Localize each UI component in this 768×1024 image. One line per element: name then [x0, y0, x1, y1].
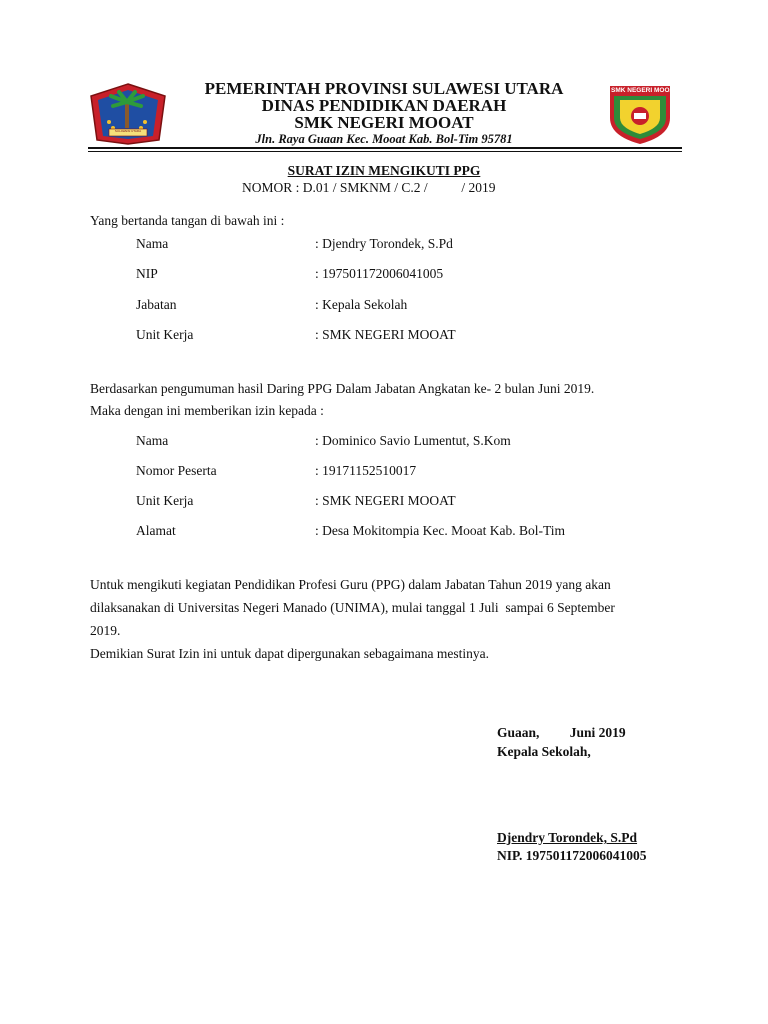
header-government: PEMERINTAH PROVINSI SULAWESI UTARA — [204, 79, 564, 98]
signer-label-name: Nama — [136, 236, 169, 251]
recipient-value-name: : Dominico Savio Lumentut, S.Kom — [315, 433, 511, 448]
recipient-label-address: Alamat — [136, 523, 176, 538]
intro-text: Yang bertanda tangan di bawah ini : — [90, 213, 285, 228]
recipient-value-unit: : SMK NEGERI MOOAT — [315, 493, 456, 508]
paragraph-purpose-line1: Untuk mengikuti kegiatan Pendidikan Profesi Guru (PPG) dalam Jabatan Tahun 2019 yang akan — [90, 577, 611, 592]
signer-value-position: : Kepala Sekolah — [315, 297, 408, 312]
signature-name: Djendry Torondek, S.Pd — [497, 830, 638, 845]
paragraph-purpose-line2: dilaksanakan di Universitas Negeri Manado (UNIMA), mulai tanggal 1 Juli sampai 6 September — [90, 600, 615, 615]
signer-label-position: Jabatan — [136, 297, 177, 312]
recipient-value-address: : Desa Mokitompia Kec. Mooat Kab. Bol-Tim — [315, 523, 565, 538]
signer-value-unit: : SMK NEGERI MOOAT — [315, 327, 456, 342]
closing-text: Demikian Surat Izin ini untuk dapat dipergunakan sebagaimana mestinya. — [90, 646, 490, 661]
signer-label-nip: NIP — [136, 266, 158, 281]
letterhead-rule-thin — [88, 151, 682, 152]
signature-place-date: Guaan, Juni 2019 — [497, 725, 626, 740]
paragraph-purpose-line3: 2019. — [90, 623, 121, 638]
recipient-label-unit: Unit Kerja — [136, 493, 194, 508]
recipient-value-number: : 19171152510017 — [315, 463, 417, 478]
header-department: DINAS PENDIDIKAN DAERAH — [261, 96, 507, 115]
signer-value-name: : Djendry Torondek, S.Pd — [315, 236, 453, 251]
letter-title: SURAT IZIN MENGIKUTI PPG — [287, 163, 481, 178]
header-school-name: SMK NEGERI MOOAT — [294, 113, 474, 132]
right-logo-banner: SMK NEGERI MOOAT — [611, 87, 678, 94]
recipient-label-number: Nomor Peserta — [136, 463, 217, 478]
letterhead-rule-thick — [88, 147, 682, 149]
signer-label-unit: Unit Kerja — [136, 327, 194, 342]
letter-number: NOMOR : D.01 / SMKNM / C.2 / / 2019 — [242, 180, 496, 195]
header-address: Jln. Raya Guaan Kec. Mooat Kab. Bol-Tim 95781 — [255, 132, 513, 146]
paragraph-announcement-line2: Maka dengan ini memberikan izin kepada : — [90, 403, 324, 418]
recipient-label-name: Nama — [136, 433, 169, 448]
paragraph-announcement-line1: Berdasarkan pengumuman hasil Daring PPG Dalam Jabatan Angkatan ke- 2 bulan Juni 2019. — [90, 381, 595, 396]
signature-position: Kepala Sekolah, — [497, 744, 591, 759]
left-logo-banner: SULAWESI UTARA — [114, 129, 142, 133]
signature-nip: NIP. 197501172006041005 — [497, 848, 647, 863]
signer-value-nip: : 197501172006041005 — [315, 266, 444, 281]
